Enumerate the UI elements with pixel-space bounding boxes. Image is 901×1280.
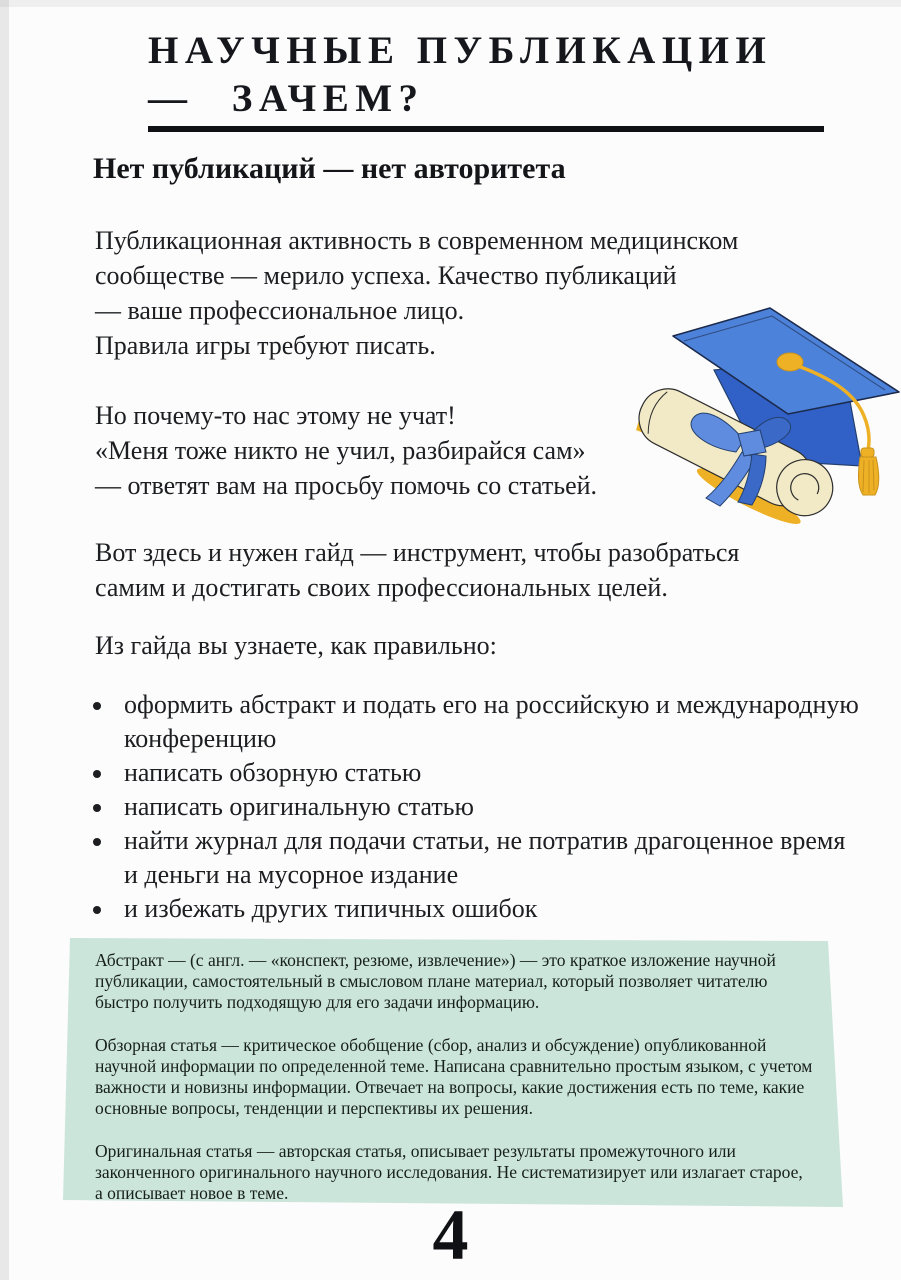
page-title <box>148 27 772 123</box>
text-line: — ваше профессиональное лицо. <box>95 296 465 325</box>
page-top-edge <box>0 0 901 7</box>
paragraph-nobody-teaches <box>95 398 597 503</box>
text-line: самим и достигать своих профессиональных целей. <box>95 573 668 602</box>
bullet-item: • оформить абстракт и подать его на российскую и международную конференцию <box>115 688 865 756</box>
title-underline <box>148 126 824 132</box>
text-line: законченного оригинального научного исследования. Не систематизирует или излагает старое, <box>95 1162 803 1182</box>
bullet-item: • написать оригинальную статью <box>115 790 865 824</box>
bullet-item: • найти журнал для подачи статьи, не потратив драгоценное время и деньги на мусорное издание <box>115 824 865 892</box>
page-number: 4 <box>432 1195 469 1275</box>
graduation-cap-icon <box>618 300 901 535</box>
bullet-item: • и избежать других типичных ошибок <box>115 892 865 926</box>
text-line: — ответят вам на просьбу помочь со статьей. <box>95 471 598 500</box>
text-line: Правила игры требуют писать. <box>95 331 436 360</box>
text-line: Публикационная активность в современном медицинском <box>95 226 739 255</box>
text-line: Вот здесь и нужен гайд — инструмент, чтобы разобраться <box>95 538 740 567</box>
text-line: Обзорная статья — критическое обобщение (сбор, анализ и обсуждение) опубликованной <box>95 1035 767 1055</box>
title-line-2: — ЗАЧЕМ? <box>148 77 425 120</box>
text-line: Но почему-то нас этому не учат! <box>95 401 456 430</box>
title-line-1: НАУЧНЫЕ ПУБЛИКАЦИИ <box>148 29 773 72</box>
bullet-list <box>99 688 865 926</box>
text-line: быстро получить подходящую для его задачи информацию. <box>95 992 540 1012</box>
paragraph-guide-needed <box>95 535 739 605</box>
text-line: Абстракт — (с англ. — «конспект, резюме, извлечение») — это краткое изложение научной <box>95 950 776 970</box>
text-line: основные вопросы, тенденции и перспективы их решения. <box>95 1098 533 1118</box>
text-line: Из гайда вы узнаете, как правильно: <box>95 631 497 660</box>
paragraph-list-leadin <box>95 628 497 663</box>
text-line: а описывает новое в теме. <box>95 1183 289 1203</box>
definition-abstract <box>95 950 835 1013</box>
definitions-text <box>95 950 835 1204</box>
page-left-edge <box>0 0 9 1280</box>
text-line: Оригинальная статья — авторская статья, описывает результаты промежуточного или <box>95 1141 736 1161</box>
text-line: научной информации по определенной теме. Написана сравнительно простым языком, с учетом <box>95 1056 813 1076</box>
cap-button <box>777 353 803 371</box>
text-line: важности и новизны информации. Отвечает на вопросы, какие достижения есть по теме, какие <box>95 1077 805 1097</box>
section-heading: Нет публикаций — нет авторитета <box>93 152 566 185</box>
definitions-box <box>55 928 860 1223</box>
definition-review-article <box>95 1035 835 1119</box>
text-line: «Меня тоже никто не учил, разбирайся сам» <box>95 436 586 465</box>
tassel-cap <box>861 448 874 457</box>
text-line: публикации, самостоятельный в смысловом плане материал, который позволяет читателю <box>95 971 768 991</box>
bullet-item: • написать обзорную статью <box>115 756 865 790</box>
graduation-cap-illustration <box>618 300 901 535</box>
text-line: сообществе — мерило успеха. Качество публикаций <box>95 261 677 290</box>
